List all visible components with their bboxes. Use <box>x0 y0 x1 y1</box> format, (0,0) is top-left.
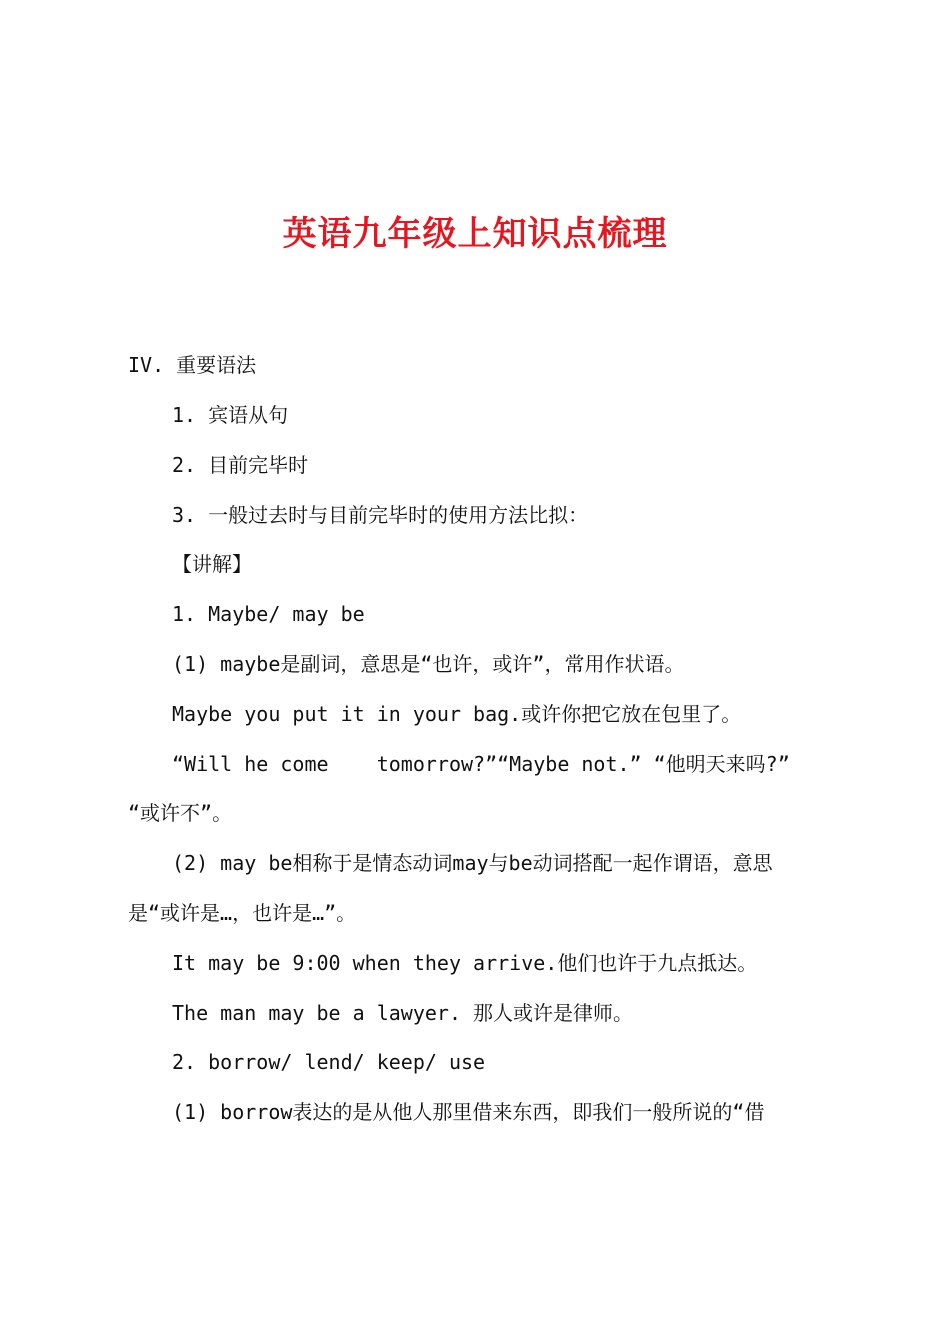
example-maybe-bag: Maybe you put it in your bag.或许你把它放在包里了。 <box>172 702 742 726</box>
point-heading-maybe: 1. Maybe/ may be <box>172 602 365 626</box>
paragraph-may-be-modal: (2) may be相称于是情态动词may与be动词搭配一起作谓语，意思 <box>172 851 773 875</box>
point-heading-borrow: 2. borrow/ lend/ keep/ use <box>172 1050 486 1074</box>
example-will-he-come: “Will he come tomorrow?”“Maybe not.” “他明天来吗?” <box>172 752 790 776</box>
document-title: 英语九年级上知识点梳理 <box>282 214 668 254</box>
paragraph-may-be-modal-continued: 是“或许是…，也许是…”。 <box>128 901 357 925</box>
explanation-heading: 【讲解】 <box>172 552 252 576</box>
example-nine-oclock: It may be 9:00 when they arrive.他们也许于九点抵达。 <box>172 951 758 975</box>
section-heading-grammar: IV. 重要语法 <box>128 353 257 377</box>
list-item-tense-comparison: 3. 一般过去时与目前完毕时的使用方法比拟： <box>172 503 589 527</box>
paragraph-maybe-adverb: (1) maybe是副词，意思是“也许，或许”，常用作状语。 <box>172 652 685 676</box>
list-item-present-perfect: 2. 目前完毕时 <box>172 453 309 477</box>
list-item-object-clause: 1. 宾语从句 <box>172 403 289 427</box>
paragraph-borrow: (1) borrow表达的是从他人那里借来东西，即我们一般所说的“借 <box>172 1100 765 1124</box>
example-lawyer: The man may be a lawyer. 那人或许是律师。 <box>172 1001 634 1025</box>
example-will-he-come-continued: “或许不”。 <box>128 801 233 825</box>
